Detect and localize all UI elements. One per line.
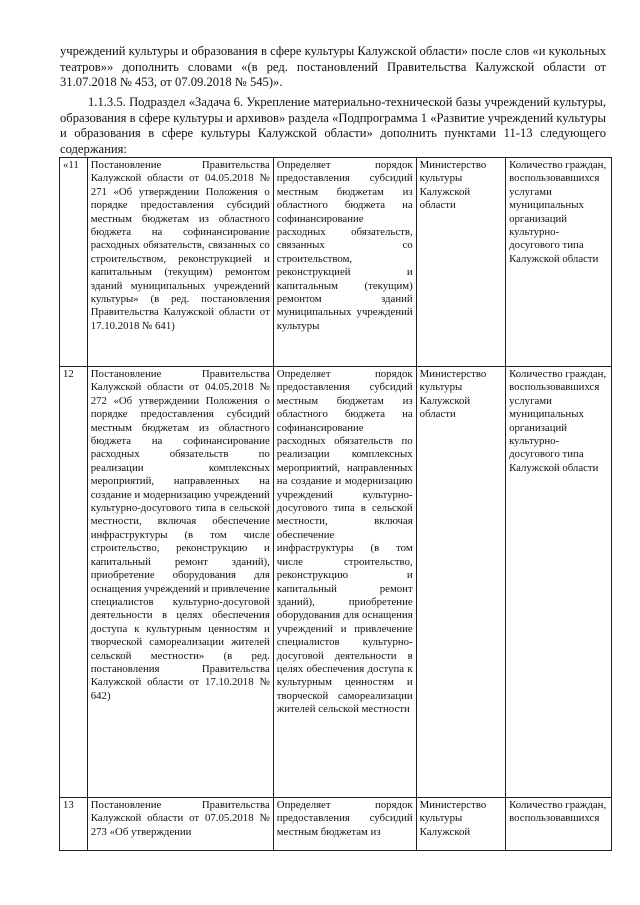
responsible-cell <box>416 798 505 851</box>
responsible-cell <box>416 158 505 367</box>
responsible-text: Министерство культуры Калужской области <box>419 159 487 212</box>
row-number: «11 <box>60 158 88 367</box>
responsible-text: Министерство культуры Калужской области <box>419 368 487 421</box>
row-number: 13 <box>60 798 88 851</box>
act-description-cell <box>273 798 416 851</box>
table-row <box>60 798 612 851</box>
indicator-cell <box>506 367 612 798</box>
row-number: 12 <box>60 367 88 798</box>
table-row <box>60 158 612 367</box>
table-row <box>60 367 612 798</box>
act-description-cell <box>273 367 416 798</box>
responsible-cell <box>416 367 505 798</box>
indicator-cell <box>506 798 612 851</box>
act-name-cell <box>87 158 273 367</box>
intro-paragraph-2 <box>60 95 606 157</box>
act-description-cell <box>273 158 416 367</box>
indicator-text: Количество граждан, воспользовавшихся <box>509 799 607 825</box>
indicator-text: Количество граждан, воспользовавшихся услугами муниципальных организаций культурно-досугового типа Калужской области <box>509 368 607 474</box>
act-name-text: Постановление Правительства Калужской области от 07.05.2018 № 273 «Об утверждении <box>90 799 270 838</box>
act-description-text: Определяет порядок предоставления субсидий местным бюджетам из областного бюджета на софинансирование расходных обязательств, связанных со строительством, реконструкцией и капитальным (текущим) ремонтом зданий муниципальных учреждений культуры <box>276 159 413 332</box>
act-name-text: Постановление Правительства Калужской области от 04.05.2018 № 272 «Об утверждении Положения о порядке предоставления субсидий местным бюджетам из областного бюджета на софинансирование расходных обязательств по реализации комплексных мероприятий, направленных на создание и модернизацию учреждений культурно-досугового типа в сельской местности, включая обеспечение инфраструктуры (в том числе строительство, реконструкцию и капитальный ремонт зданий), приобретение оборудования для оснащения учреждений и привлечение специалистов культурно-досуговой деятельности в целях обеспечения доступа к культурным ценностям и творческой самореализации жителей сельской местности» (в ред. постановления Правительства Калужской области от 17.10.2018 № 642) <box>90 368 270 702</box>
act-name-cell <box>87 367 273 798</box>
act-name-text: Постановление Правительства Калужской области от 04.05.2018 № 271 «Об утверждении Положения о порядке предоставления субсидий местным бюджетам из областного бюджета на софинансирование расходных обязательств, связанных со строительством, реконструкцией и капитальным (текущим) ремонтом зданий муниципальных учреждений культуры» (в ред. постановления Правительства Калужской области от 17.10.2018 № 641) <box>90 159 270 332</box>
intro-paragraph-1 <box>60 44 606 91</box>
responsible-text: Министерство культуры Калужской <box>419 799 487 838</box>
intro-text-1: учреждений культуры и образования в сфере культуры Калужской области» после слов «и кукольных театров»» дополнить словами «(в ред. постановлений Правительства Калужской области от 31.07.2018 № 453, от 07.09.2018 № 545)». <box>60 44 606 90</box>
intro-text-2: 1.1.3.5. Подраздел «Задача 6. Укрепление материально-технической базы учреждений культуры, образования в сфере культуры и архивов» раздела «Подпрограмма 1 «Развитие учреждений культуры и образования в сфере культуры Калужской области» дополнить пунктами 11-13 следующего содержания: <box>60 95 606 156</box>
indicator-cell <box>506 158 612 367</box>
indicator-text: Количество граждан, воспользовавшихся услугами муниципальных организаций культурно-досугового типа Калужской области <box>509 159 607 265</box>
act-description-text: Определяет порядок предоставления субсидий местным бюджетам из <box>276 799 413 838</box>
legal-acts-table <box>59 157 612 851</box>
act-description-text: Определяет порядок предоставления субсидий местным бюджетам из областного бюджета на софинансирование расходных обязательств по реализации комплексных мероприятий, направленных на создание и модернизацию учреждений культурно-досугового типа в сельской местности, включая обеспечение инфраструктуры (в том числе строительство, реконструкцию и капитальный ремонт зданий), приобретение оборудования для оснащения учреждений и привлечение специалистов культурно-досуговой деятельности в целях обеспечения доступа к культурным ценностям и творческой самореализации жителей сельской местности <box>276 368 413 716</box>
act-name-cell <box>87 798 273 851</box>
